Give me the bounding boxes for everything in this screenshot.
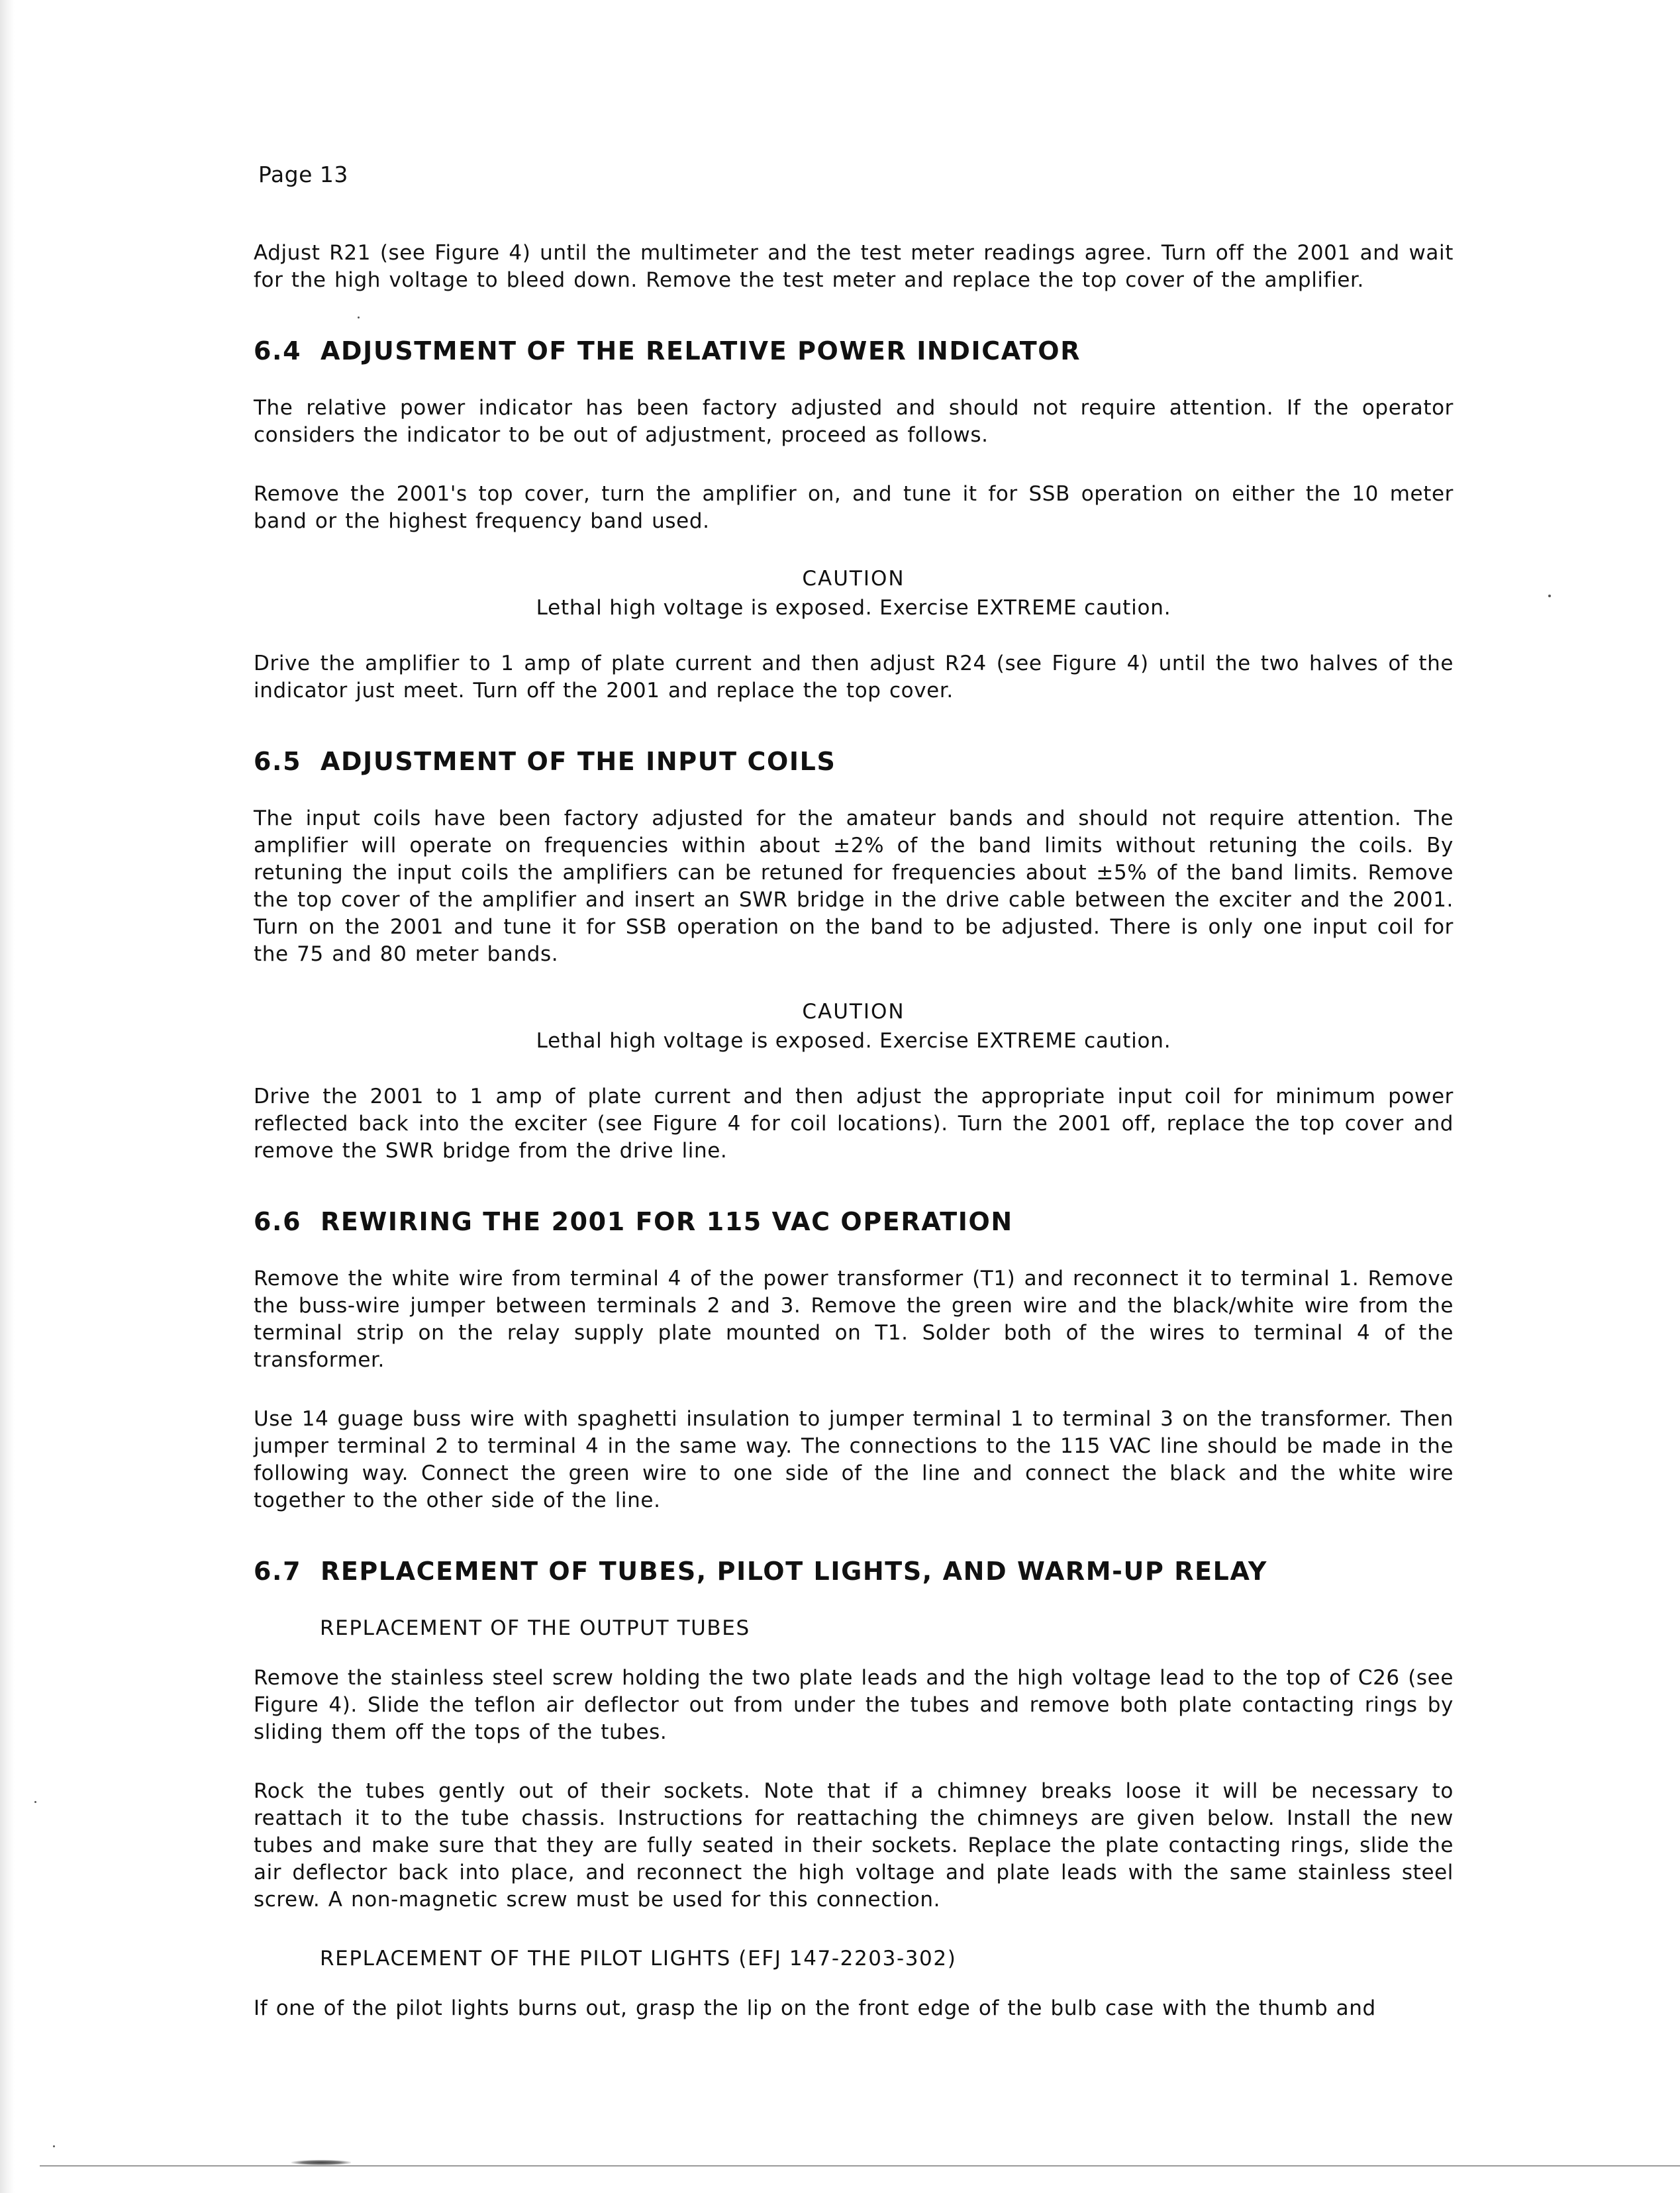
section-number: 6.5 [254, 747, 302, 776]
section-title: REPLACEMENT OF TUBES, PILOT LIGHTS, AND WARM-UP RELAY [320, 1557, 1267, 1586]
paragraph: The relative power indicator has been factory adjusted and should not require attention. If the operator considers the indicator to be out of adjustment, proceed as follows. [254, 396, 1454, 447]
scan-speck [1548, 595, 1551, 597]
subsection-heading: REPLACEMENT OF THE OUTPUT TUBES [320, 1616, 750, 1640]
caution-notice [254, 564, 1454, 622]
section-number: 6.7 [254, 1557, 302, 1586]
section-heading [254, 746, 1454, 777]
paragraph: Remove the 2001's top cover, turn the amplifier on, and tune it for SSB operation on either the 10 meter band or the highest frequency band used. [254, 482, 1454, 533]
caution-notice [254, 997, 1454, 1055]
document-body [254, 240, 1454, 2054]
page-number: Page 13 [258, 162, 348, 187]
caution-title: CAUTION [802, 567, 905, 591]
paragraph: Drive the amplifier to 1 amp of plate current and then adjust R24 (see Figure 4) until the two halves of the indicator just meet. Turn off the 2001 and replace the top cover. [254, 652, 1454, 703]
caution-text: Lethal high voltage is exposed. Exercise EXTREME caution. [536, 596, 1171, 620]
section-6-4 [254, 335, 1454, 705]
section-6-5 [254, 746, 1454, 1165]
scan-speck [53, 2145, 55, 2147]
paragraph: Remove the stainless steel screw holding the two plate leads and the high voltage lead to the top of C26 (see Figure 4). Slide the teflon air deflector out from under the tubes and remove both plate contacting rings by sliding them off the tops of the tubes. [254, 1666, 1454, 1744]
section-number: 6.6 [254, 1207, 302, 1236]
paragraph: Rock the tubes gently out of their sockets. Note that if a chimney breaks loose it will be necessary to reattach it to the tube chassis. Instructions for reattaching the chimneys are given below. Install the new tubes and make sure that they are fully seated in their sockets. Replace the plate contacting rings, slide the air deflector back into place, and reconnect the high voltage and plate leads with the same stainless steel screw. A non-magnetic screw must be used for this connection. [254, 1779, 1454, 1912]
paragraph: The input coils have been factory adjusted for the amateur bands and should not require attention. The amplifier will operate on frequencies within about ±2% of the band limits without retuning the coils. By retuning the input coils the amplifiers can be retuned for frequencies about ±5% of the band limits. Remove the top cover of the amplifier and insert an SWR bridge in the drive cable between the exciter and the 2001. Turn on the 2001 and tune it for SSB operation on the band to be adjusted. There is only one input coil for the 75 and 80 meter bands. [254, 806, 1454, 966]
caution-title: CAUTION [802, 1000, 905, 1024]
scan-smudge [291, 2160, 351, 2165]
scan-speck [358, 317, 360, 318]
section-title: REWIRING THE 2001 FOR 115 VAC OPERATION [320, 1207, 1013, 1236]
section-heading [254, 335, 1454, 367]
scan-edge-shadow [0, 0, 15, 2193]
section-heading [254, 1206, 1454, 1238]
bottom-rule [40, 2165, 1680, 2167]
section-6-7 [254, 1555, 1454, 2022]
paragraph: Use 14 guage buss wire with spaghetti insulation to jumper terminal 1 to terminal 3 on the transformer. Then jumper terminal 2 to terminal 4 in the same way. The connections to the 115 VAC line should be made in the following way. Connect the green wire to one side of the line and connect the black and the white wire together to the other side of the line. [254, 1407, 1454, 1512]
section-title: ADJUSTMENT OF THE RELATIVE POWER INDICATOR [320, 336, 1081, 366]
paragraph: If one of the pilot lights burns out, grasp the lip on the front edge of the bulb case with the thumb and [254, 1996, 1376, 2020]
section-heading [254, 1555, 1454, 1587]
section-number: 6.4 [254, 336, 302, 366]
paragraph: Remove the white wire from terminal 4 of the power transformer (T1) and reconnect it to terminal 1. Remove the buss-wire jumper between terminals 2 and 3. Remove the green wire and the black/white wire from the terminal strip on the relay supply plate mounted on T1. Solder both of the wires to terminal 4 of the transformer. [254, 1267, 1454, 1372]
scan-speck [34, 1801, 36, 1803]
intro-paragraph: Adjust R21 (see Figure 4) until the multimeter and the test meter readings agree. Turn off the 2001 and wait for the high voltage to bleed down. Remove the test meter and replace the top cover of the amplifier. [254, 241, 1454, 292]
section-title: ADJUSTMENT OF THE INPUT COILS [320, 747, 836, 776]
paragraph: Drive the 2001 to 1 amp of plate current and then adjust the appropriate input coil for minimum power reflected back into the exciter (see Figure 4 for coil locations). Turn the 2001 off, replace the top cover and remove the SWR bridge from the drive line. [254, 1085, 1454, 1163]
subsection-heading: REPLACEMENT OF THE PILOT LIGHTS (EFJ 147-2203-302) [320, 1947, 957, 1971]
section-6-6 [254, 1206, 1454, 1514]
caution-text: Lethal high voltage is exposed. Exercise EXTREME caution. [536, 1029, 1171, 1053]
